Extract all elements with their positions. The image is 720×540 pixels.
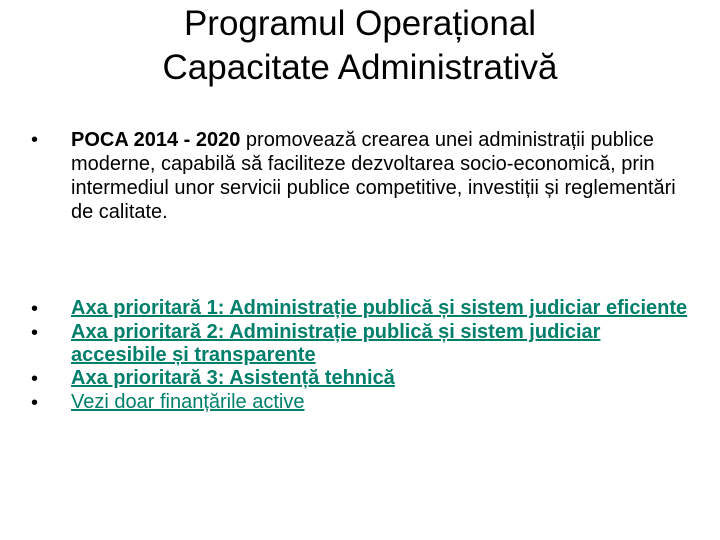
slide-title bbox=[0, 2, 720, 90]
bullet-icon: • bbox=[31, 368, 39, 390]
intro-text bbox=[71, 128, 700, 224]
intro-bullet-row bbox=[30, 128, 700, 224]
bullet-icon: • bbox=[31, 392, 39, 414]
title-line-1: Programul Operațional bbox=[183, 4, 537, 43]
active-funding-link[interactable]: Vezi doar finanțările active bbox=[71, 391, 305, 413]
intro-lead: POCA 2014 - 2020 bbox=[71, 129, 241, 151]
axis-3-link[interactable]: Axa prioritară 3: Asistență tehnică bbox=[71, 367, 395, 389]
title-line-2: Capacitate Administrativă bbox=[162, 48, 558, 87]
axis-1-link[interactable]: Axa prioritară 1: Administrație publică și sistem judiciar eficiente bbox=[71, 297, 688, 319]
list-item bbox=[30, 321, 700, 367]
list-item bbox=[30, 367, 700, 391]
intro-paragraph bbox=[30, 128, 700, 224]
bullet-icon: • bbox=[31, 298, 39, 320]
bullet-icon: • bbox=[31, 129, 39, 151]
intro-body: promovează crearea unei administrații publice moderne, capabilă să faciliteze dezvoltarea socio-economică, prin intermediul unor servicii publice competitive, investiții și reglementări de calitate. bbox=[71, 129, 676, 223]
priority-axis-links bbox=[30, 297, 700, 415]
list-item bbox=[30, 297, 700, 321]
bullet-icon: • bbox=[31, 322, 39, 344]
axis-2-link[interactable]: Axa prioritară 2: Administrație publică și sistem judiciar accesibile și transparente bbox=[71, 321, 601, 366]
list-item bbox=[30, 391, 700, 415]
